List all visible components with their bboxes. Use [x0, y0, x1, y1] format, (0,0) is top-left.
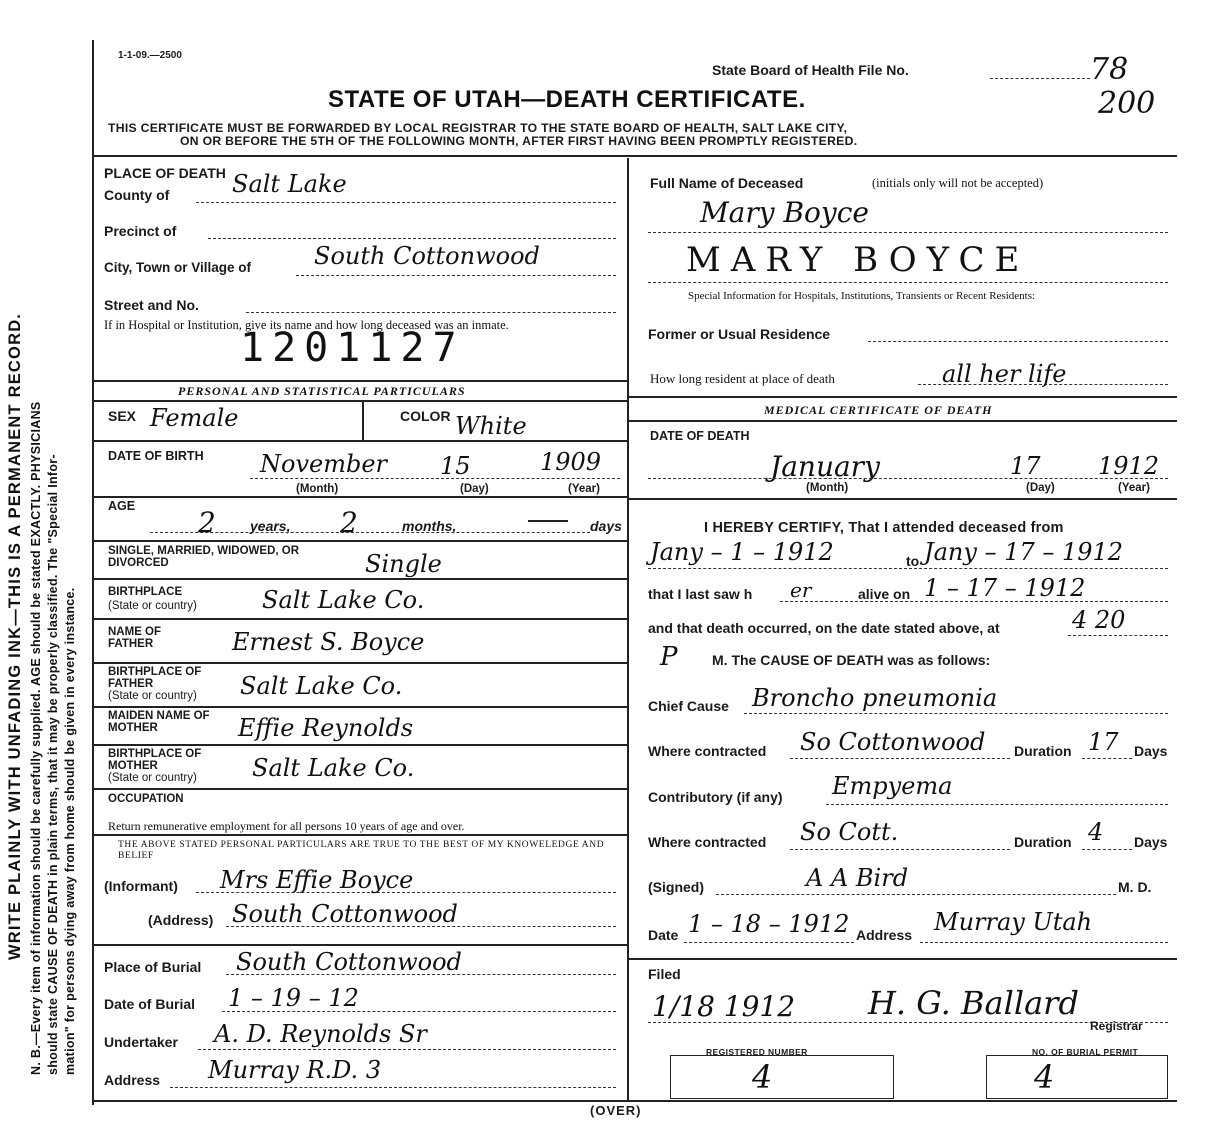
- occupation-note: Return remunerative employment for all persons 10 years of age and over.: [108, 819, 465, 833]
- birthplace-label: BIRTHPLACE: [108, 586, 183, 598]
- contributory-value: Empyema: [832, 772, 953, 800]
- cause-text: M. The CAUSE OF DEATH was as follows:: [712, 652, 991, 668]
- occurred-line: [1068, 635, 1168, 636]
- marital-label: SINGLE, MARRIED, WIDOWED, OR DIVORCED: [108, 545, 300, 569]
- where-contracted-line: [790, 758, 1010, 759]
- mother-value: Effie Reynolds: [238, 714, 414, 742]
- medical-header: MEDICAL CERTIFICATE OF DEATH: [764, 403, 993, 417]
- certify-text: I HEREBY CERTIFY, That I attended deceased from: [704, 520, 1064, 536]
- marital-row-line: [92, 578, 627, 580]
- father-label: NAME OF FATHER: [108, 626, 162, 650]
- dod-year-caption: (Year): [1118, 482, 1150, 494]
- months-caption: months,: [402, 518, 457, 534]
- informant-label: (Informant): [104, 878, 178, 894]
- date-value: 1 – 18 – 1912: [688, 910, 850, 938]
- dob-day: 15: [440, 452, 471, 480]
- duration-2-value: 4: [1088, 818, 1104, 846]
- father-bp-row-line: [92, 706, 627, 708]
- signed-label: (Signed): [648, 879, 704, 895]
- medical-header-line: [627, 420, 1177, 422]
- medical-top-line: [627, 396, 1177, 398]
- dod-day-caption: (Day): [1026, 482, 1055, 494]
- father-birthplace-sub: (State or country): [108, 690, 197, 702]
- age-days-dash: [528, 520, 568, 522]
- dod-month: January: [770, 450, 880, 483]
- father-birthplace-label: BIRTHPLACE OF FATHER: [108, 666, 202, 690]
- birthplace-sub: (State or country): [108, 600, 197, 612]
- precinct-line: [208, 238, 616, 239]
- file-number-line: [990, 78, 1090, 79]
- age-months-value: 2: [340, 506, 358, 539]
- duration-2-line: [1082, 849, 1132, 850]
- dob-year: 1909: [540, 448, 602, 476]
- place-of-death-label: PLACE OF DEATH: [104, 165, 226, 181]
- last-saw-line: [780, 601, 1168, 602]
- md-label: M. D.: [1118, 879, 1152, 895]
- dod-month-caption: (Month): [806, 482, 849, 494]
- sidebar-line-3: should state CAUSE OF DEATH in plain terms, that it may be properly classified. The "Special Infor-: [46, 454, 60, 1075]
- sex-row-line: [92, 440, 627, 442]
- informant-row-line: [92, 944, 627, 946]
- informant-value: Mrs Effie Boyce: [220, 866, 414, 894]
- date-line: [684, 942, 854, 943]
- pm-letter: P: [660, 642, 678, 672]
- age-line: [150, 532, 590, 533]
- contributory-line: [826, 804, 1168, 805]
- reg-number-value: 4: [752, 1058, 773, 1096]
- last-saw-her: er: [790, 578, 812, 602]
- file-number-2: 200: [1098, 86, 1156, 121]
- mother-birthplace-value: Salt Lake Co.: [252, 754, 415, 782]
- dob-label: DATE OF BIRTH: [108, 449, 204, 463]
- dod-year: 1912: [1098, 452, 1160, 480]
- age-row-line: [92, 540, 627, 542]
- where-contracted-value: So Cottonwood: [800, 728, 986, 756]
- occurred-text: and that death occurred, on the date stated above, at: [648, 620, 1000, 636]
- alive-on-label: alive on: [858, 586, 911, 602]
- color-value: White: [455, 412, 527, 440]
- chief-cause-value: Broncho pneumonia: [752, 684, 998, 712]
- signed-line: [716, 894, 1116, 895]
- burial-place-value: South Cottonwood: [236, 948, 462, 976]
- occupation-row-line: [92, 834, 627, 836]
- sidebar-line-1: WRITE PLAINLY WITH UNFADING INK—THIS IS A PERMANENT RECORD.: [6, 312, 24, 960]
- personal-top-line: [92, 380, 627, 382]
- dob-line: [250, 478, 620, 479]
- occurred-time: 4 20: [1072, 606, 1126, 634]
- residence-label: Former or Usual Residence: [648, 326, 831, 342]
- stamp-number: 1201127: [240, 325, 465, 371]
- attestation-text: THE ABOVE STATED PERSONAL PARTICULARS ARE TRUE TO THE BEST OF MY KNOWELEDGE AND BELIEF: [118, 840, 605, 861]
- dob-year-caption: (Year): [568, 483, 600, 495]
- filed-value: 1/18 1912: [652, 990, 796, 1023]
- date-label: Date: [648, 927, 679, 943]
- dod-line: [648, 478, 1168, 479]
- sidebar-line-4: mation" for persons dying away from home should be given in every instance.: [63, 587, 77, 1075]
- sidebar-line-2: N. B.—Every item of information should be carefully supplied. AGE should be stated EXACTLY. PHYSICIANS: [29, 401, 43, 1075]
- undertaker-line: [198, 1049, 616, 1050]
- personal-header: PERSONAL AND STATISTICAL PARTICULARS: [178, 384, 466, 398]
- burial-place-label: Place of Burial: [104, 959, 202, 975]
- deceased-name-written: Mary Boyce: [700, 196, 869, 229]
- file-number-1: 78: [1090, 52, 1129, 87]
- last-saw-label: that I last saw h: [648, 586, 753, 602]
- mother-label: MAIDEN NAME OF MOTHER: [108, 710, 210, 734]
- certificate-title: STATE OF UTAH—DEATH CERTIFICATE.: [328, 86, 806, 113]
- how-long-value: all her life: [942, 360, 1067, 388]
- street-label: Street and No.: [104, 297, 199, 313]
- burial-date-value: 1 – 19 – 12: [228, 984, 359, 1012]
- registrar-label: Registrar: [1090, 1019, 1143, 1033]
- dob-day-caption: (Day): [460, 483, 489, 495]
- hospital-label: If in Hospital or Institution, give its name and how long deceased was an inmate.: [104, 318, 509, 332]
- attended-from-date: Jany – 1 – 1912: [650, 538, 834, 566]
- days-label: Days: [1134, 743, 1168, 759]
- mother-row-line: [92, 744, 627, 746]
- reg-number-label: REGISTERED NUMBER: [706, 1047, 808, 1057]
- city-line: [296, 275, 616, 276]
- mother-birthplace-label: BIRTHPLACE OF MOTHER: [108, 748, 202, 772]
- full-name-line: [648, 232, 1168, 233]
- contributory-label: Contributory (if any): [648, 789, 783, 805]
- undertaker-address-line: [170, 1087, 616, 1088]
- days-2-label: Days: [1134, 834, 1168, 850]
- header-divider: [92, 155, 1177, 157]
- how-long-label: How long resident at place of death: [650, 371, 835, 386]
- dob-month-caption: (Month): [296, 483, 339, 495]
- instruction-line-1: THIS CERTIFICATE MUST BE FORWARDED BY LOCAL REGISTRAR TO THE STATE BOARD OF HEALTH, SALT LAKE CITY,: [108, 121, 848, 135]
- to-label: to: [906, 553, 920, 569]
- where-contracted-2-label: Where contracted: [648, 834, 767, 850]
- father-row-line: [92, 662, 627, 664]
- county-label: County of: [104, 187, 170, 203]
- occupation-label: OCCUPATION: [108, 793, 184, 805]
- marital-value: Single: [365, 550, 442, 578]
- last-saw-date: 1 – 17 – 1912: [924, 574, 1086, 602]
- footer-divider: [92, 1100, 1177, 1102]
- informant-address-label: (Address): [148, 912, 214, 928]
- instruction-line-2: ON OR BEFORE THE 5TH OF THE FOLLOWING MONTH, AFTER FIRST HAVING BEEN PROMPTLY REGISTERED.: [180, 134, 858, 148]
- file-number-label: State Board of Health File No.: [712, 62, 909, 78]
- burial-permit-label: NO. OF BURIAL PERMIT: [1032, 1047, 1139, 1057]
- undertaker-label: Undertaker: [104, 1034, 178, 1050]
- dod-row-line: [627, 498, 1177, 500]
- undertaker-address-value: Murray R.D. 3: [208, 1056, 382, 1084]
- age-label: AGE: [108, 499, 136, 513]
- form-number: 1-1-09.—2500: [118, 50, 182, 61]
- special-info-label: Special Information for Hospitals, Institutions, Transients or Recent Residents:: [688, 290, 1036, 302]
- dod-label: DATE OF DEATH: [650, 429, 750, 443]
- full-name-label: Full Name of Deceased: [650, 175, 804, 191]
- where-contracted-label: Where contracted: [648, 743, 767, 759]
- physician-address-label: Address: [856, 927, 913, 943]
- burial-permit-box: [986, 1055, 1168, 1099]
- attended-to-date: Jany – 17 – 1912: [924, 538, 1124, 566]
- physician-address-line: [920, 942, 1168, 943]
- county-line: [196, 202, 616, 203]
- mother-birthplace-sub: (State or country): [108, 772, 197, 784]
- sex-value: Female: [150, 404, 239, 432]
- where-contracted-2-line: [790, 849, 1010, 850]
- filed-top-line: [627, 958, 1177, 960]
- city-label: City, Town or Village of: [104, 260, 252, 275]
- full-name-note: (initials only will not be accepted): [872, 176, 1044, 190]
- father-value: Ernest S. Boyce: [232, 628, 425, 656]
- filed-label: Filed: [648, 966, 681, 982]
- registrar-signature: H. G. Ballard: [868, 984, 1079, 1022]
- informant-address-value: South Cottonwood: [232, 900, 458, 928]
- precinct-label: Precinct of: [104, 223, 177, 239]
- sex-color-divider: [362, 400, 364, 440]
- undertaker-address-label: Address: [104, 1072, 161, 1088]
- city-value: South Cottonwood: [314, 242, 540, 270]
- reg-number-box: [670, 1055, 894, 1099]
- duration-label: Duration: [1014, 743, 1072, 759]
- years-caption: years,: [250, 518, 291, 534]
- burial-permit-value: 4: [1034, 1058, 1055, 1096]
- where-contracted-2-value: So Cott.: [800, 818, 899, 846]
- father-birthplace-value: Salt Lake Co.: [240, 672, 403, 700]
- dob-month: November: [260, 450, 388, 478]
- chief-cause-label: Chief Cause: [648, 698, 729, 714]
- mother-bp-row-line: [92, 788, 627, 790]
- burial-date-label: Date of Burial: [104, 996, 196, 1012]
- dob-row-line: [92, 496, 627, 498]
- signed-value: A A Bird: [806, 864, 909, 892]
- duration-line: [1082, 758, 1132, 759]
- color-label: COLOR: [400, 408, 451, 424]
- birthplace-value: Salt Lake Co.: [262, 586, 425, 614]
- duration-value: 17: [1088, 728, 1119, 756]
- dod-day: 17: [1010, 452, 1041, 480]
- residence-line: [868, 341, 1168, 342]
- over-label: (OVER): [590, 1103, 642, 1118]
- sex-label: SEX: [108, 408, 137, 424]
- physician-address-value: Murray Utah: [934, 908, 1093, 936]
- personal-header-line: [92, 400, 627, 402]
- birthplace-row-line: [92, 618, 627, 620]
- undertaker-value: A. D. Reynolds Sr: [214, 1020, 427, 1048]
- attended-line: [648, 568, 1168, 569]
- full-name-line-2: [648, 282, 1168, 283]
- duration-2-label: Duration: [1014, 834, 1072, 850]
- chief-cause-line: [744, 713, 1168, 714]
- street-line: [246, 312, 616, 313]
- deceased-name-printed: MARY BOYCE: [686, 240, 1030, 280]
- days-caption: days: [590, 518, 622, 534]
- county-value: Salt Lake: [232, 170, 347, 198]
- age-years-value: 2: [198, 506, 216, 539]
- sidebar-instructions: [0, 0, 90, 1143]
